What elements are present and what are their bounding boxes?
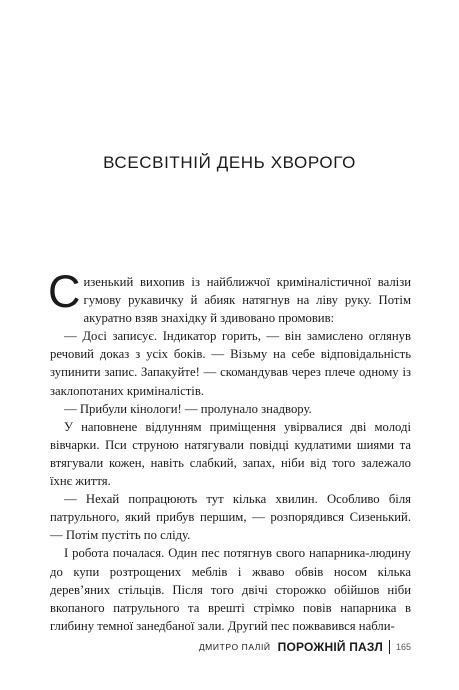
page-footer — [199, 640, 411, 654]
drop-cap: С — [48, 266, 81, 317]
footer-book-title: ПОРОЖНІЙ ПАЗЛ — [277, 640, 383, 654]
page-number: 165 — [395, 642, 411, 652]
chapter-title: ВСЕСВІТНІЙ ДЕНЬ ХВОРОГО — [103, 153, 356, 172]
paragraph: І робота почалася. Один пес потягнув свого напарника-людину до купи розтрощених меблів і жваво обвів носом кілька дерев’яних стільців. Після того двічі сторожко обійшов ніби вкопаного патрульного та врешті стрімко повів напарника в глибину темної занедбаної зали. Другий пес пожвавився набли- — [50, 546, 411, 633]
paragraph: — Досі записує. Індикатор горить, — він замислено оглянув речовий доказ з усіх боків. — Візьму на себе відповідальність зупинити запис. Запакуйте! — скомандував через плече одному із заклопотаних криміналістів. — [50, 329, 411, 398]
paragraph: — Прибули кінологи! — пролунало знадвору. — [64, 401, 312, 416]
paragraph: — Нехай попрацюють тут кілька хвилин. Особливо біля патрульного, який прибув першим, — розпорядився Сизенький. — Потім пустіть по сліду. — [50, 492, 411, 543]
footer-author: ДМИТРО ПАЛІЙ — [198, 642, 271, 652]
paragraph-first — [48, 266, 411, 327]
paragraph: У наповнене відлунням приміщення увірвалися дві молоді вівчарки. Пси струною натягували повідці кудлатими шиями та втягували кожен, навіть слабкий, запах, ніби від того залежало їхнє життя. — [50, 419, 411, 489]
paragraph-first-text: изенький вихопив із найближчої криміналістичної валізи гумову рукавичку й абияк натягнув на ліву руку. Потім акуратно взяв знахідку й здивовано промовив: — [83, 275, 411, 326]
body-text — [48, 266, 411, 635]
footer-divider — [389, 640, 390, 654]
